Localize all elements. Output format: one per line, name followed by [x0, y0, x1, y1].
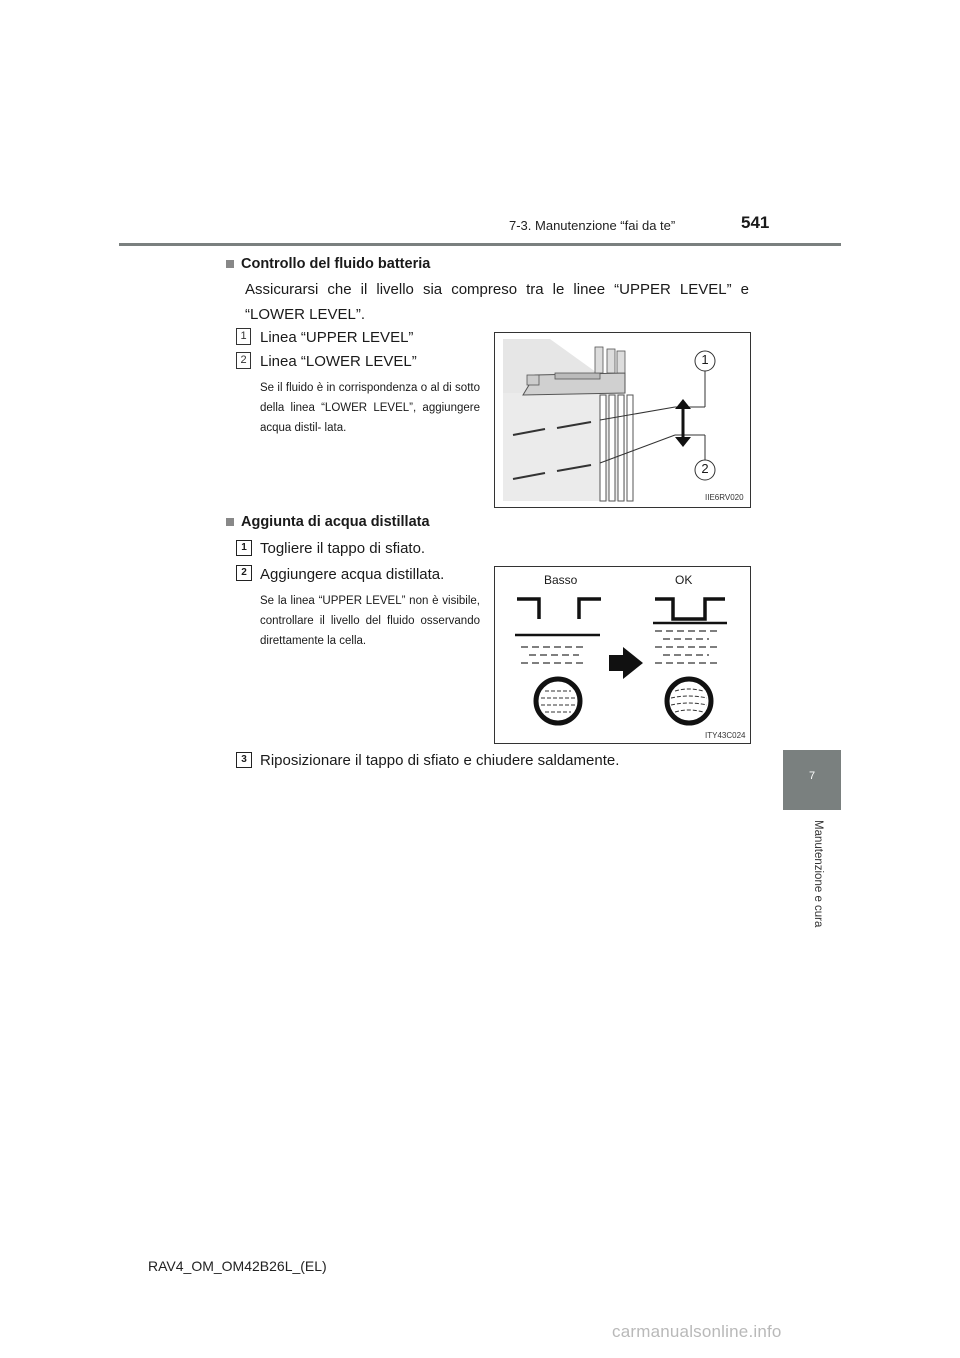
chapter-number: 7 — [808, 770, 816, 782]
callout-marker: 2 — [236, 352, 251, 369]
callout-marker: 1 — [236, 328, 251, 345]
fluid-level-illustration — [495, 567, 750, 743]
step-add-water: Aggiungere acqua distillata. — [260, 566, 445, 583]
note-upper-level-not-visible: Se la linea “UPPER LEVEL” non è visibile, controllare il livello del fluido osservando direttamente la cella. — [260, 595, 480, 647]
battery-illustration — [495, 333, 750, 507]
square-bullet-icon — [226, 260, 234, 268]
section-heading-text: Controllo del fluido batteria — [241, 256, 431, 272]
item-lower-level: Linea “LOWER LEVEL” — [260, 353, 417, 370]
header-rule — [119, 243, 841, 246]
document-code: RAV4_OM_OM42B26L_(EL) — [148, 1258, 327, 1274]
step-number: 2 — [236, 565, 252, 581]
label-low: Basso — [544, 573, 578, 587]
water-level-figure — [494, 566, 751, 744]
watermark: carmanualsonline.info — [612, 1322, 782, 1341]
chapter-label: Manutenzione e cura — [812, 820, 824, 928]
step-remove-cap: Togliere il tappo di sfiato. — [260, 540, 426, 557]
note-low-fluid: Se il fluido è in corrispondenza o al di sotto della linea “LOWER LEVEL”, aggiungere acqua distil- lata. — [260, 382, 480, 434]
intro-paragraph: Assicurarsi che il livello sia compreso tra le linee “UPPER LEVEL” e “LOWER LEVEL”. — [245, 281, 749, 323]
figure-code: ITY43C024 — [705, 731, 746, 740]
figure-callout-1: 1 — [701, 352, 709, 367]
section-heading-distilled-water — [226, 514, 430, 530]
step-number: 3 — [236, 752, 252, 768]
figure-callout-2: 2 — [701, 461, 709, 476]
header-section-title: 7-3. Manutenzione “fai da te” — [509, 218, 676, 233]
figure-code: IIE6RV020 — [705, 493, 744, 502]
square-bullet-icon — [226, 518, 234, 526]
section-heading-battery-fluid — [226, 256, 430, 272]
section-heading-text: Aggiunta di acqua distillata — [241, 514, 430, 530]
item-upper-level: Linea “UPPER LEVEL” — [260, 329, 414, 346]
label-ok: OK — [675, 573, 693, 587]
step-number: 1 — [236, 540, 252, 556]
step-replace-cap: Riposizionare il tappo di sfiato e chiudere saldamente. — [260, 752, 620, 769]
battery-level-figure — [494, 332, 751, 508]
page-number: 541 — [741, 213, 770, 232]
